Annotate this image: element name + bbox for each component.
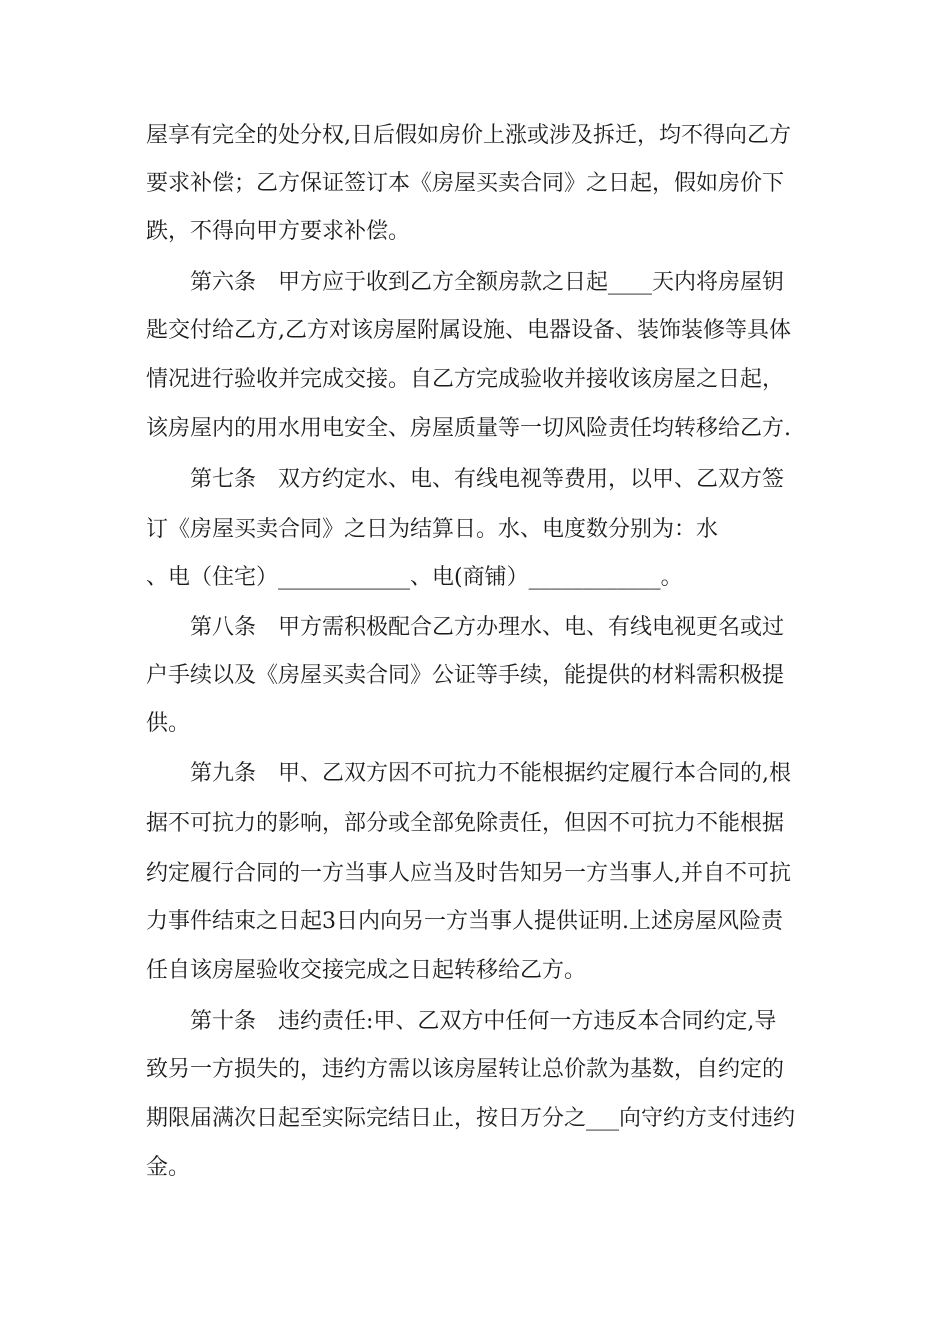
text-line: 力事件结束之日起3日内向另一方当事人提供证明.上述房屋风险责 <box>146 909 783 934</box>
text-line: 据不可抗力的影响，部分或全部免除责任，但因不可抗力不能根据 <box>146 811 785 836</box>
article-10-line: 第十条 违约责任:甲、乙双方中任何一方违反本合同约定,导 <box>190 1009 777 1034</box>
text-line: 订《房屋买卖合同》之日为结算日。水、电度数分别为：水 <box>146 517 719 542</box>
text-line: 跌，不得向甲方要求补偿。 <box>146 219 411 244</box>
text-line: 金。 <box>146 1155 191 1180</box>
text-line: 、电（住宅）____________、电(商铺）____________。 <box>146 565 683 590</box>
text-line: 期限届满次日起至实际完结日止，按日万分之___向守约方支付违约 <box>146 1106 796 1131</box>
text-line: 要求补偿；乙方保证签订本《房屋买卖合同》之日起，假如房价下 <box>146 171 785 196</box>
text-line: 屋享有完全的处分权,日后假如房价上涨或涉及拆迁，均不得向乙方 <box>146 123 791 148</box>
article-9-line: 第九条 甲、乙双方因不可抗力不能根据约定履行本合同的,根 <box>190 761 791 786</box>
text-line: 情况进行验收并完成交接。自乙方完成验收并接收该房屋之日起， <box>146 367 785 392</box>
text-line: 该房屋内的用水用电安全、房屋质量等一切风险责任均转移给乙方. <box>146 416 791 441</box>
article-6-line: 第六条 甲方应于收到乙方全额房款之日起____天内将房屋钥 <box>190 270 785 295</box>
text-line: 供。 <box>146 711 191 736</box>
article-8-line: 第八条 甲方需积极配合乙方办理水、电、有线电视更名或过 <box>190 615 785 640</box>
article-7-line: 第七条 双方约定水、电、有线电视等费用，以甲、乙双方签 <box>190 467 785 492</box>
text-line: 任自该房屋验收交接完成之日起转移给乙方。 <box>146 958 587 983</box>
text-line: 约定履行合同的一方当事人应当及时告知另一方当事人,并自不可抗 <box>146 861 791 886</box>
text-line: 户手续以及《房屋买卖合同》公证等手续，能提供的材料需积极提 <box>146 663 785 688</box>
text-line: 致另一方损失的，违约方需以该房屋转让总价款为基数，自约定的 <box>146 1057 785 1082</box>
text-line: 匙交付给乙方,乙方对该房屋附属设施、电器设备、装饰装修等具体 <box>146 318 791 343</box>
